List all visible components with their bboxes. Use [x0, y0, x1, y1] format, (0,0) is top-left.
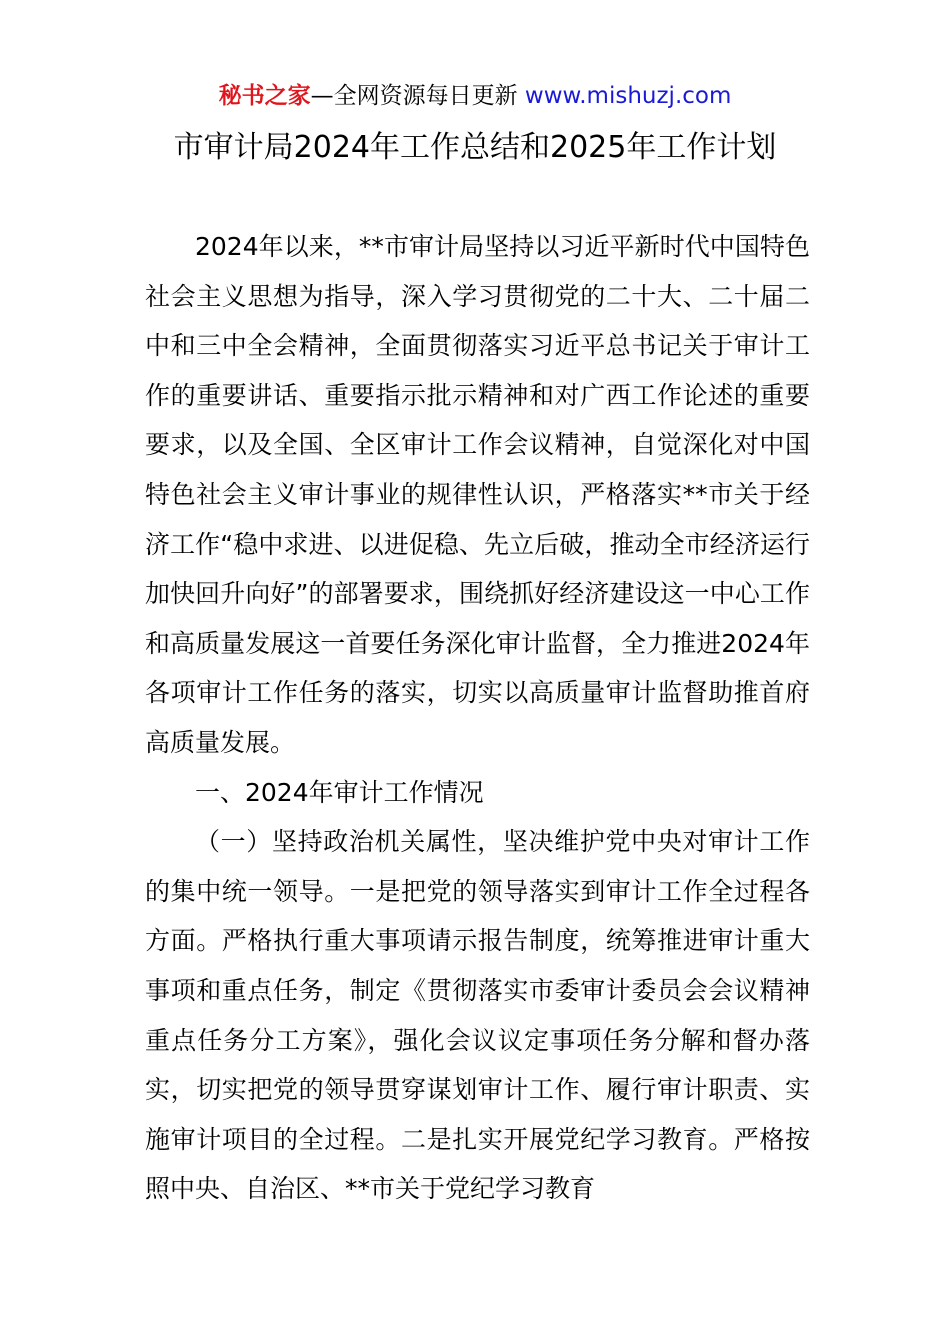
document-title: 市审计局2024年工作总结和2025年工作计划 — [173, 130, 777, 165]
brand-name: 秘书之家 — [218, 83, 311, 109]
brand-url-link[interactable]: www.mishuzj.com — [524, 83, 732, 109]
site-header — [0, 80, 950, 112]
section-heading: 一、2024年审计工作情况 — [195, 777, 484, 807]
document-body — [145, 222, 810, 1214]
brand-tagline: —全网资源每日更新 — [310, 83, 518, 109]
section-paragraph: （一）坚持政治机关属性，坚决维护党中央对审计工作的集中统一领导。一是把党的领导落实到审计工作全过程各方面。严格执行重大事项请示报告制度，统筹推进审计重大事项和重点任务，制定《贯彻落实市委审计委员会会议精神重点任务分工方案》，强化会议议定事项任务分解和督办落实，切实把党的领导贯穿谋划审计工作、履行审计职责、实施审计项目的全过程。二是扎实开展党纪学习教育。严格按照中央、自治区、**市关于党纪学习教育 — [145, 827, 810, 1204]
intro-paragraph: 2024年以来，**市审计局坚持以习近平新时代中国特色社会主义思想为指导，深入学习贯彻党的二十大、二十届二中和三中全会精神，全面贯彻落实习近平总书记关于审计工作的重要讲话、重要指示批示精神和对广西工作论述的重要要求，以及全国、全区审计工作会议精神，自觉深化对中国特色社会主义审计事业的规律性认识，严格落实**市关于经济工作“稳中求进、以进促稳、先立后破，推动全市经济运行加快回升向好”的部署要求，围绕抓好经济建设这一中心工作和高质量发展这一首要任务深化审计监督，全力推进2024年各项审计工作任务的落实，切实以高质量审计监督助推首府高质量发展。 — [145, 232, 810, 757]
